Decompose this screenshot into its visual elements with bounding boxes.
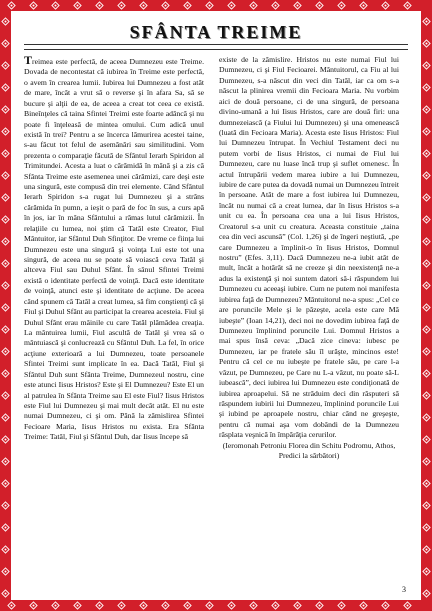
right-column (219, 55, 399, 590)
left-column (24, 55, 204, 590)
page-title: SFÂNTA TREIME (129, 21, 303, 42)
title-block (24, 19, 408, 45)
left-column-text: reimea este perfectă, de aceea Dumnezeu este Treime. Dovada de necontestat că iubirea în Treime este perfectă, o avem în crearea lumii. Iubirea lui Dumnezeu a fost atât de mare, încât a vrut să o reverse şi în afara Sa, să se bucure şi alţii de ea, de aceea a creat tot ceea ce există. Bineînţeles că taina Sfintei Treimi este foarte adâncă şi nu poate fi înţeleasă de mintea omului. Cum adică unul există în trei? Pentru a se încerca lămurirea acestei taine, s-au făcut tot felul de asemănări sau similitudini. Vom prezenta o comparaţie făcută de Sfântul Ierarh Spiridon al Trimitundei. Acesta a luat o cărămidă în mână şi a zis că Sfânta Treime este asemenea unei cărămizi, care deşi este una singură, este compusă din trei elemente. Când Sfântul Ierarh Spiridon s-a rugat lui Dumnezeu şi a strâns cărămida în pumn, a ieşit o pară de foc în sus, a curs apă în jos, iar în mâna Sfântului a rămas lutul cărămizii. În relaţiile cu lumea, noi ştim că Tatăl este Creator, Fiul Mântuitor, iar Sfântul Duh Sfinţitor. De vreme ce fiinţa lui Dumnezeu este una singură şi voinţa Lui este tot una singură, de aceea nu se poate să voiască ceva Tatăl şi altceva Fiul sau Duhul Sfânt. În sânul Sfintei Treimi există o identitate perfectă de voinţă. Dacă este identitate de voinţă, atunci este şi identitate de acţiune. De aceea când spunem că Tatăl a creat lumea, să fim conştienţi că şi Fiul şi Duhul Sfânt au participat la crearea acesteia. Fiul şi Duhul Sfânt erau mâinile cu care Tatăl plămădea creaţia. La mântuirea lumii, Fiul ascultă de Tatăl şi vrea să o mântuiască şi conlucrează cu Sfântul Duh. La fel, în orice acţiune exterioară a lui Dumnezeu, toate persoanele Sfintei Treimi sunt implicate în ea. Dacă Tatăl, Fiul şi Sfântul Duh sunt Sfânta Treime, Dumnezeul nostru, cine este atunci Iisus Hristos? Este şi El Dumnezeu? Este El un al patrulea în Sfânta Treime sau El este Fiul? Iisus Hristos este Fiul lui Dumnezeu şi mai mult decât atât. El nu este numai Dumnezeu, ci şi om. Până la zămislirea Sfintei Fecioare Maria, Iisus Hristos nu exista. Era Sfânta Treime: Tatăl, Fiul şi Sfântul Duh, dar Iisus începe să (24, 57, 204, 442)
right-column-text: existe de la zămislire. Hristos nu este numai Fiul lui Dumnezeu, ci şi Fiul Fecioarei. Mântuitorul, ca Fiu al lui Dumnezeu, s-a născut din veci din Tatăl, iar ca om s-a născut la plinirea vremii din Fecioara Maria. Nu vorbim aici de două persoane, ci de una singură, de persoana divino-umană a lui Iisus Hristos, care are două firi: una dumnezeiască (a Fiului lui Dumnezeu) şi una omenească (luată din Fecioara Maria). Acesta este Iisus Hristos: Fiul lui Dumnezeu întrupat. În Vechiul Testament deci nu putem vorbi de Iisus Hristos, ci numai de Fiul lui Dumnezeu, care nu luase încă trup şi suflet omenesc. În actul întrupării vedem marea iubire a lui Dumnezeu, iubire de care putea da dovadă numai un Dumnezeu întreit în persoane. Atât de mare a fost iubirea lui Dumnezeu, încât nu numai că a creat lumea, dar în Iisus Hristos s-a unit cu ea. În persoana cea una a lui Iisus Hristos, Creatorul s-a unit cu creatura. Aceasta constituie „taina cea din veci ascunsă” (Col. 1,26) şi de îngeri neştiută, „pe care Dumnezeu a împlinit-o în Iisus Hristos, Domnul nostru” (Efes. 3,11). Dacă Dumnezeu ne-a iubit atât de mult, încât a hotărât să ne creeze şi din neexistenţă ne-a adus la existenţă şi noi suntem datori să-i răspundem lui Dumnezeu cu aceeaşi iubire. Cum ne putem noi manifesta iubirea faţă de Dumnezeu? Mântuitorul ne-a spus: „Cel ce are poruncile Mele şi le păzeşte, acela este care Mă iubeşte” (Ioan 14,21), deci noi ne dovedim iubirea faţă de Dumnezeu împlinind poruncile Lui. Domnul Hristos a mai spus însă ceva: „Dacă zice cineva: iubesc pe Dumnezeu, iar pe fratele său îl urăşte, mincinos este! Pentru că cel ce nu iubeşte pe fratele său, pe care l-a văzut, pe Dumnezeu, pe Care nu L-a văzut, nu poate să-L iubească”, deci iubirea lui Dumnezeu este condiţionată de iubirea aproapelui. Să ne străduim deci din răsputeri să răspundem iubirii lui Dumnezeu, împlinind poruncile Lui şi iubind pe aproapele nostru, chiar când ne greşeşte, pentru că numai aşa vom dobândi de la Dumnezeu răsplata veşnică în împărăţia cerurilor. (219, 55, 399, 440)
title-divider (24, 44, 408, 50)
signature: (Ieromonah Petroniu Florea din Schitu Podromu, Athos, Predici la sărbători) (222, 440, 396, 461)
drop-cap: T (24, 55, 33, 67)
left-column-paragraph (24, 55, 204, 443)
page-number: 3 (402, 585, 406, 594)
